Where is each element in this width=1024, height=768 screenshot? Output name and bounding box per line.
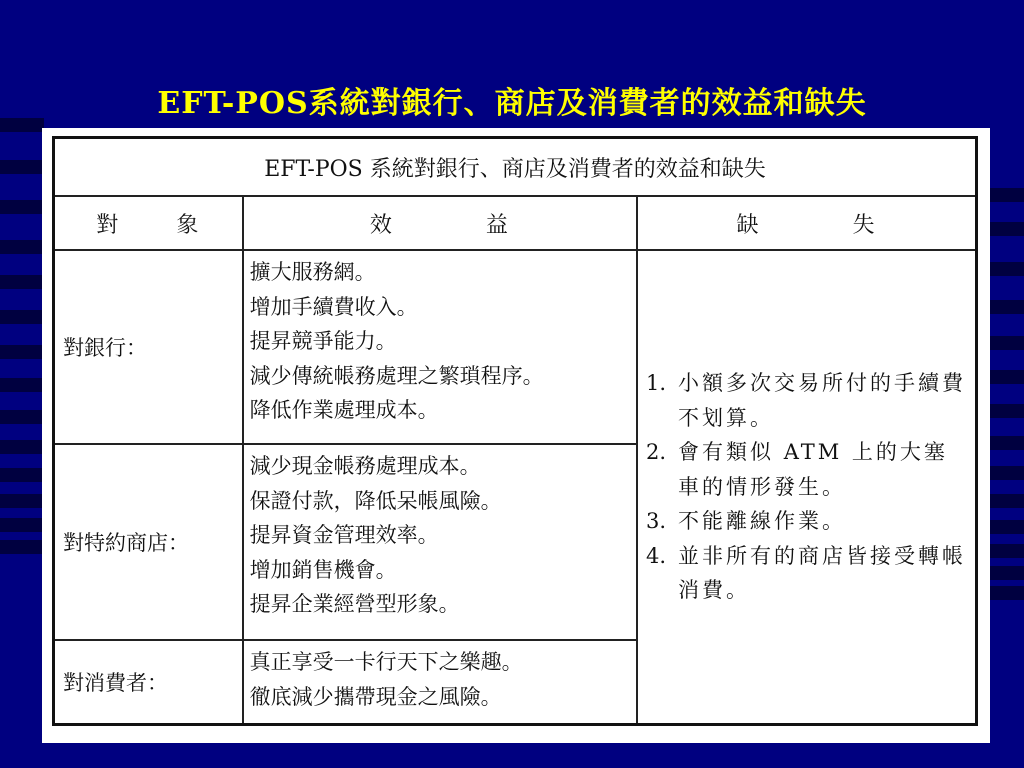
stripe [990,336,1024,350]
drawback-text: 會有類似 ATM 上的大塞車的情形發生。 [678,440,948,499]
party-bank: 對銀行： [54,250,243,444]
stripe [990,436,1024,450]
stripe [990,300,1024,314]
header-benefits-char: 益 [485,212,510,238]
drawback-item [646,539,969,608]
stripe [0,518,44,532]
benefit-item: 提昇資金管理效率。 [249,523,439,547]
drawback-text: 小額多次交易所付的手續費不划算。 [678,371,967,430]
header-drawbacks [637,196,976,250]
stripe [990,262,1024,276]
table-title: EFT-POS 系統對銀行、商店及消費者的效益和缺失 [54,138,977,197]
drawback-number: 2. [646,440,667,465]
drawback-text: 並非所有的商店皆接受轉帳消費。 [678,543,967,603]
benefit-item: 提昇企業經營型形象。 [249,592,460,616]
header-benefits-char: 效 [369,212,394,238]
stripe [0,468,44,482]
stripe [990,404,1024,418]
drawback-text: 不能離線作業。 [678,509,847,534]
drawback-item [646,504,969,539]
benefit-item: 真正享受一卡行天下之樂趣。 [249,650,523,674]
header-drawbacks-char: 缺 [736,212,761,238]
benefits-table [52,136,978,726]
benefit-item: 增加手續費收入。 [249,294,418,319]
stripe [0,494,44,508]
benefit-item: 減少現金帳務處理成本。 [249,454,481,478]
header-party [54,196,243,250]
slide-title: EFT-POS系統對銀行、商店及消費者的效益和缺失 [157,86,867,121]
stripe [990,566,1024,580]
stripe [0,200,44,214]
party-merchant: 對特約商店： [54,444,243,640]
stripe [0,378,44,392]
drawback-number: 4. [646,543,667,568]
stripe [0,540,44,554]
stripe [0,410,44,424]
benefit-item: 增加銷售機會。 [249,557,397,582]
drawbacks-cell [637,250,976,725]
benefit-item: 擴大服務網。 [249,260,376,284]
stripe [0,345,44,359]
header-party-char: 象 [176,212,201,238]
benefits-bank [243,250,637,444]
stripe [990,520,1024,534]
benefits-merchant [243,444,637,640]
drawback-item [646,366,969,435]
stripe [990,586,1024,600]
stripe [0,240,44,254]
stripe [990,544,1024,558]
benefit-item: 徹底減少攜帶現金之風險。 [249,684,502,709]
stripe [990,466,1024,480]
party-consumer: 對消費者： [54,640,243,725]
stripe [0,310,44,324]
header-benefits [243,196,637,250]
benefit-item: 保證付款，降低呆帳風險。 [249,488,502,513]
stripe [0,160,44,174]
benefit-item: 減少傳統帳務處理之繁瑣程序。 [249,363,544,388]
stripe [990,370,1024,384]
stripe [0,440,44,454]
drawback-item [646,435,969,504]
stripe [990,222,1024,236]
stripe [990,494,1024,508]
benefit-item: 降低作業處理成本。 [249,398,439,422]
stripe [0,275,44,289]
header-drawbacks-char: 失 [852,212,877,238]
drawback-number: 1. [646,371,667,396]
stripe [990,188,1024,202]
benefit-item: 提昇競爭能力。 [249,329,397,353]
benefits-consumer [243,640,637,725]
scanned-table-image [42,128,990,743]
drawback-number: 3. [646,509,667,534]
header-party-char: 對 [96,212,121,238]
